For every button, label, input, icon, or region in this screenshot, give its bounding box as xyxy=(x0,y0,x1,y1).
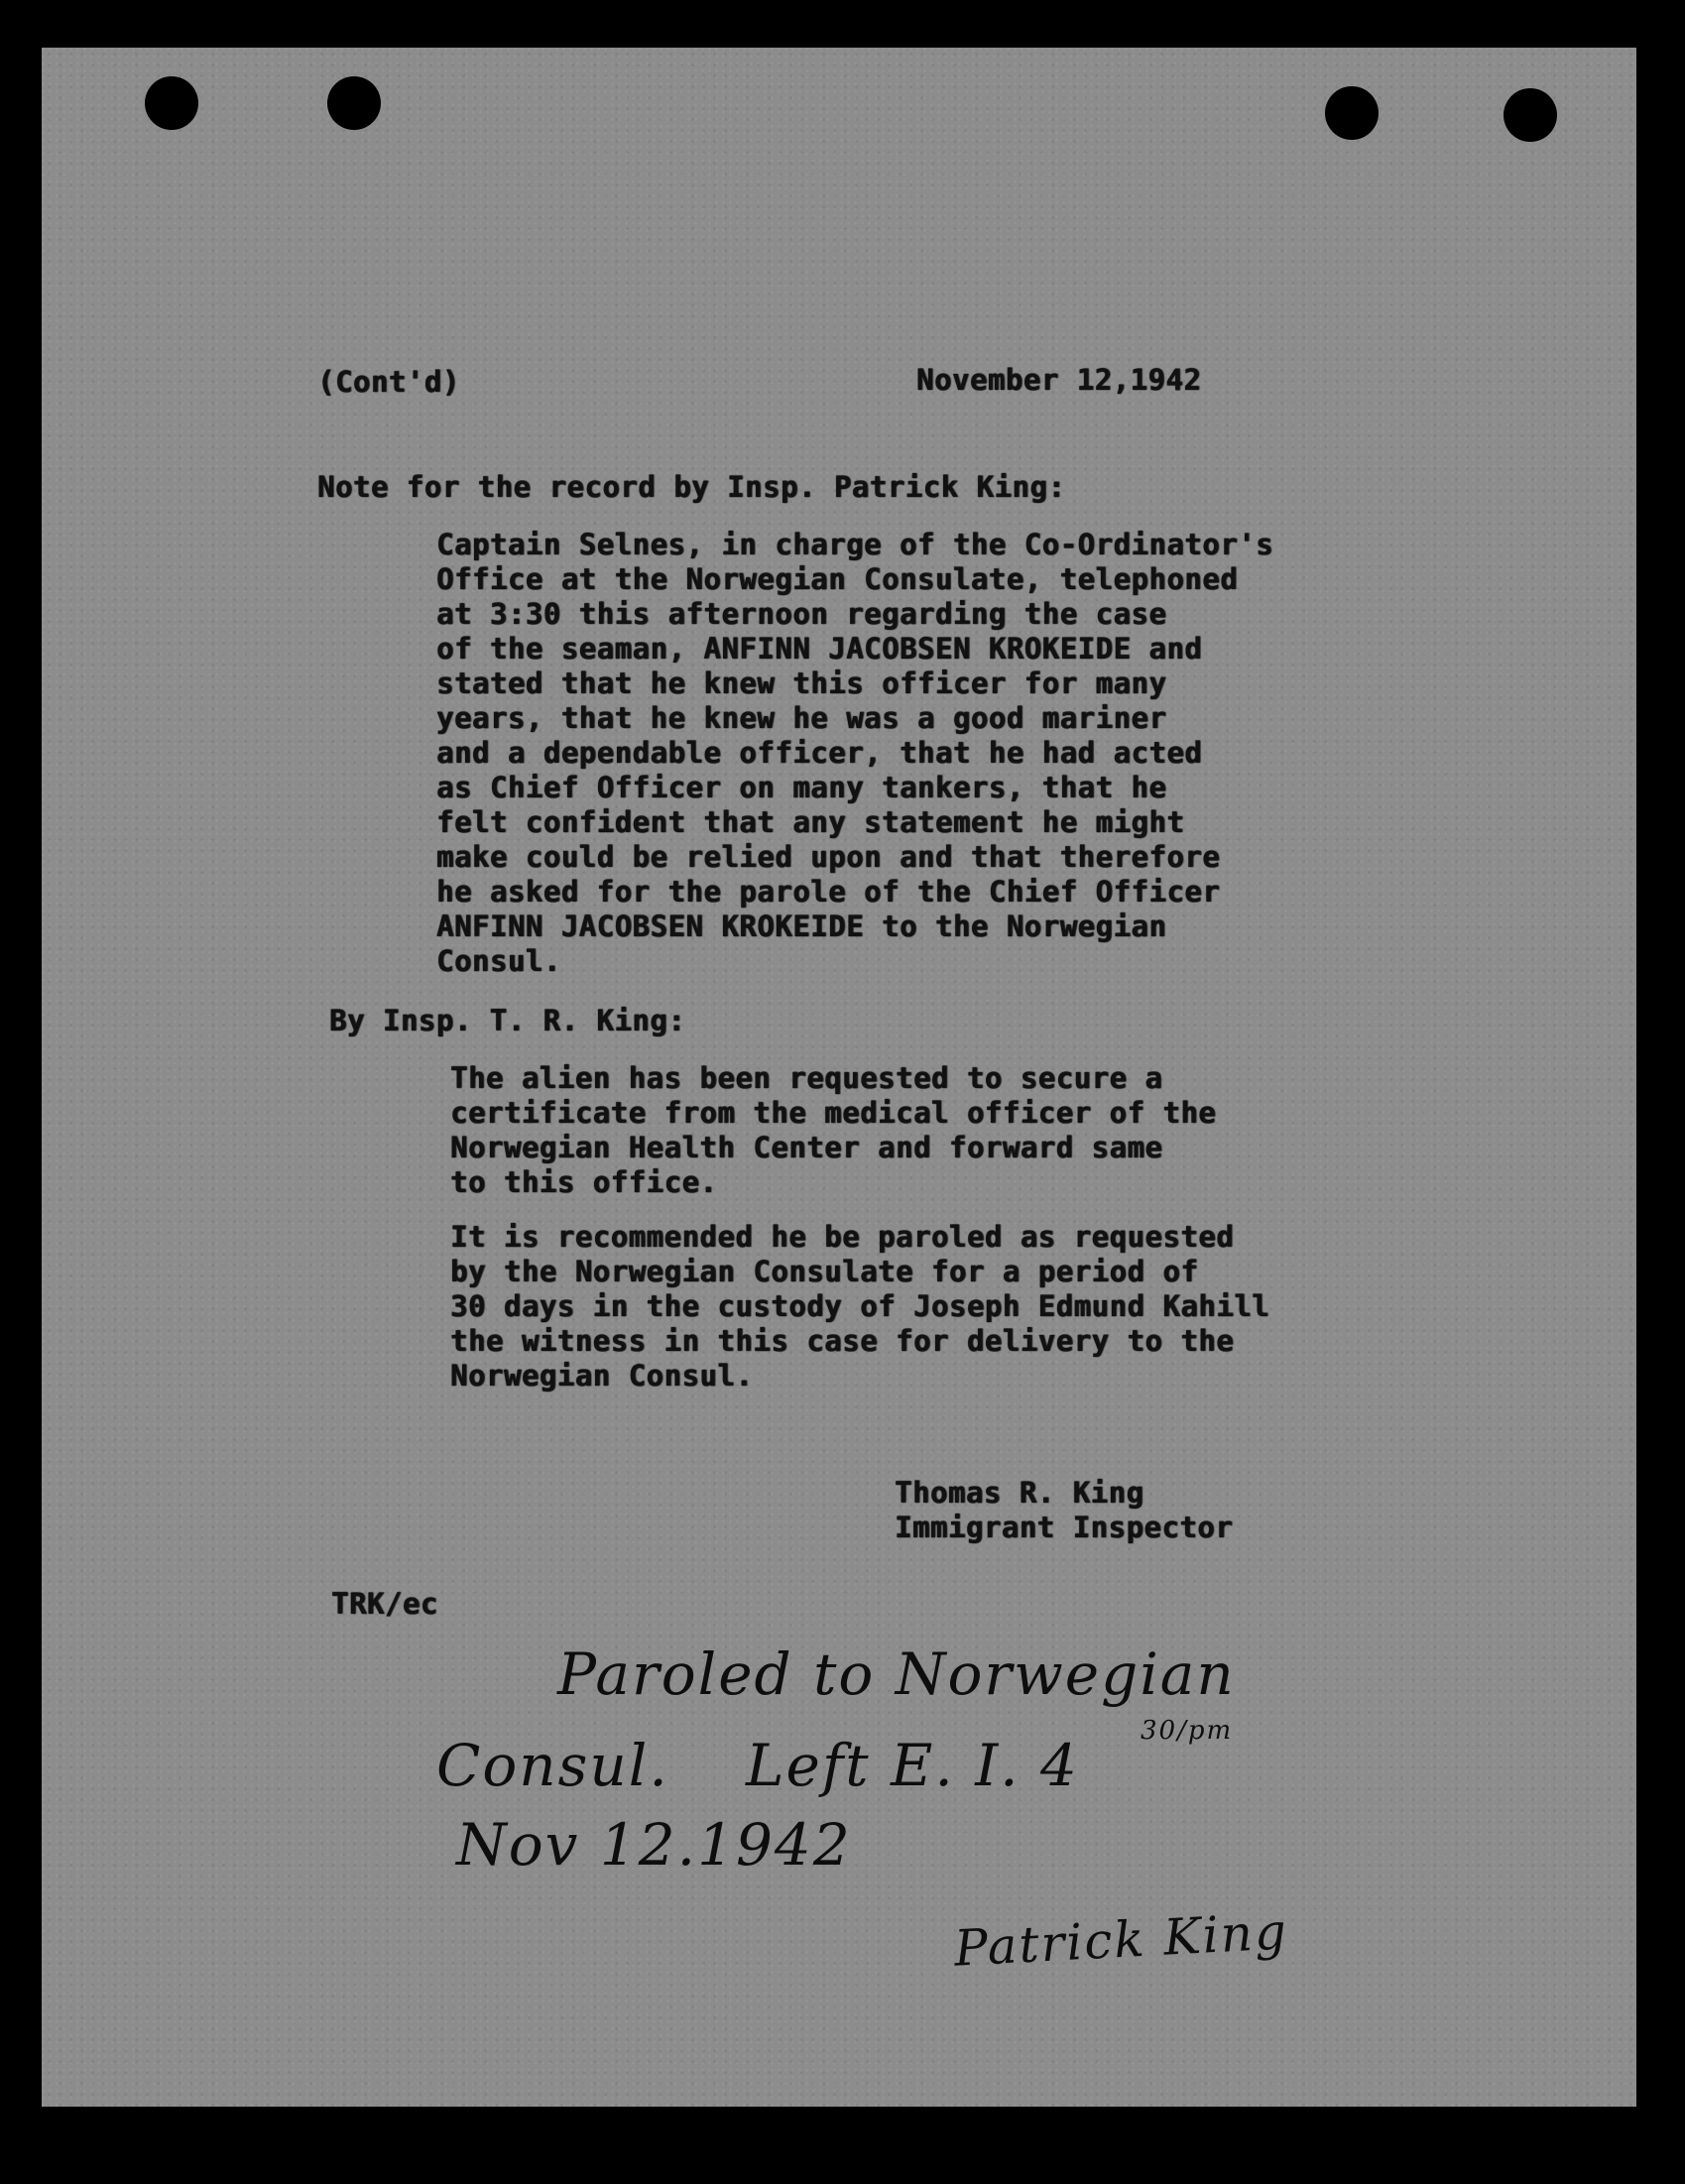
note-line: Captain Selnes, in charge of the Co-Ordinator's xyxy=(436,528,1274,561)
note-heading-patrick-king: Note for the record by Insp. Patrick King: xyxy=(317,470,1066,504)
note-line: and a dependable officer, that he had acted xyxy=(436,736,1203,770)
note-line: by the Norwegian Consulate for a period of xyxy=(450,1255,1199,1288)
note-line: the witness in this case for delivery to the xyxy=(450,1324,1235,1358)
punch-hole-top-right-2 xyxy=(1504,88,1557,142)
document-date: November 12,1942 xyxy=(916,363,1202,397)
signer-title: Immigrant Inspector xyxy=(895,1511,1234,1544)
note-line: of the seaman, ANFINN JACOBSEN KROKEIDE and xyxy=(436,632,1203,666)
note-line: The alien has been requested to secure a xyxy=(450,1061,1163,1095)
note-line: make could be relied upon and that therefore xyxy=(436,840,1221,874)
handwritten-date: Nov 12.1942 xyxy=(456,1811,852,1879)
note-line: Norwegian Consul. xyxy=(450,1359,754,1393)
note-line: he asked for the parole of the Chief Officer xyxy=(436,875,1221,909)
handwritten-left-ei: Left E. I. 4 xyxy=(746,1732,1079,1799)
typist-initials: TRK/ec xyxy=(331,1587,438,1621)
note-line: Norwegian Health Center and forward same xyxy=(450,1131,1163,1164)
note-line: felt confident that any statement he might xyxy=(436,805,1185,839)
note-line: stated that he knew this officer for many xyxy=(436,667,1167,700)
signer-name: Thomas R. King xyxy=(895,1476,1144,1510)
note-line: to this office. xyxy=(450,1165,718,1199)
punch-hole-top-left-2 xyxy=(327,76,381,130)
handwritten-line-1: Paroled to Norwegian xyxy=(557,1640,1236,1708)
document-page xyxy=(42,48,1636,2107)
note-line: 30 days in the custody of Joseph Edmund Kahill xyxy=(450,1289,1270,1323)
note-line: It is recommended he be paroled as requested xyxy=(450,1220,1235,1254)
note-heading-tr-king: By Insp. T. R. King: xyxy=(329,1004,686,1037)
note-line: years, that he knew he was a good mariner xyxy=(436,701,1167,735)
continued-label: (Cont'd) xyxy=(317,365,460,399)
note-line: ANFINN JACOBSEN KROKEIDE to the Norwegian xyxy=(436,910,1167,943)
note-line: at 3:30 this afternoon regarding the case xyxy=(436,597,1167,631)
note-line: Office at the Norwegian Consulate, telephoned xyxy=(436,562,1239,596)
punch-hole-top-left-1 xyxy=(145,76,198,130)
note-line: Consul. xyxy=(436,944,561,978)
handwritten-consul: Consul. xyxy=(436,1732,669,1799)
note-line: as Chief Officer on many tankers, that he xyxy=(436,771,1167,804)
punch-hole-top-right-1 xyxy=(1325,86,1379,140)
handwritten-time: 30/pm xyxy=(1141,1716,1234,1746)
handwritten-signature-patrick-king: Patrick King xyxy=(952,1902,1290,1978)
note-line: certificate from the medical officer of the xyxy=(450,1096,1217,1130)
